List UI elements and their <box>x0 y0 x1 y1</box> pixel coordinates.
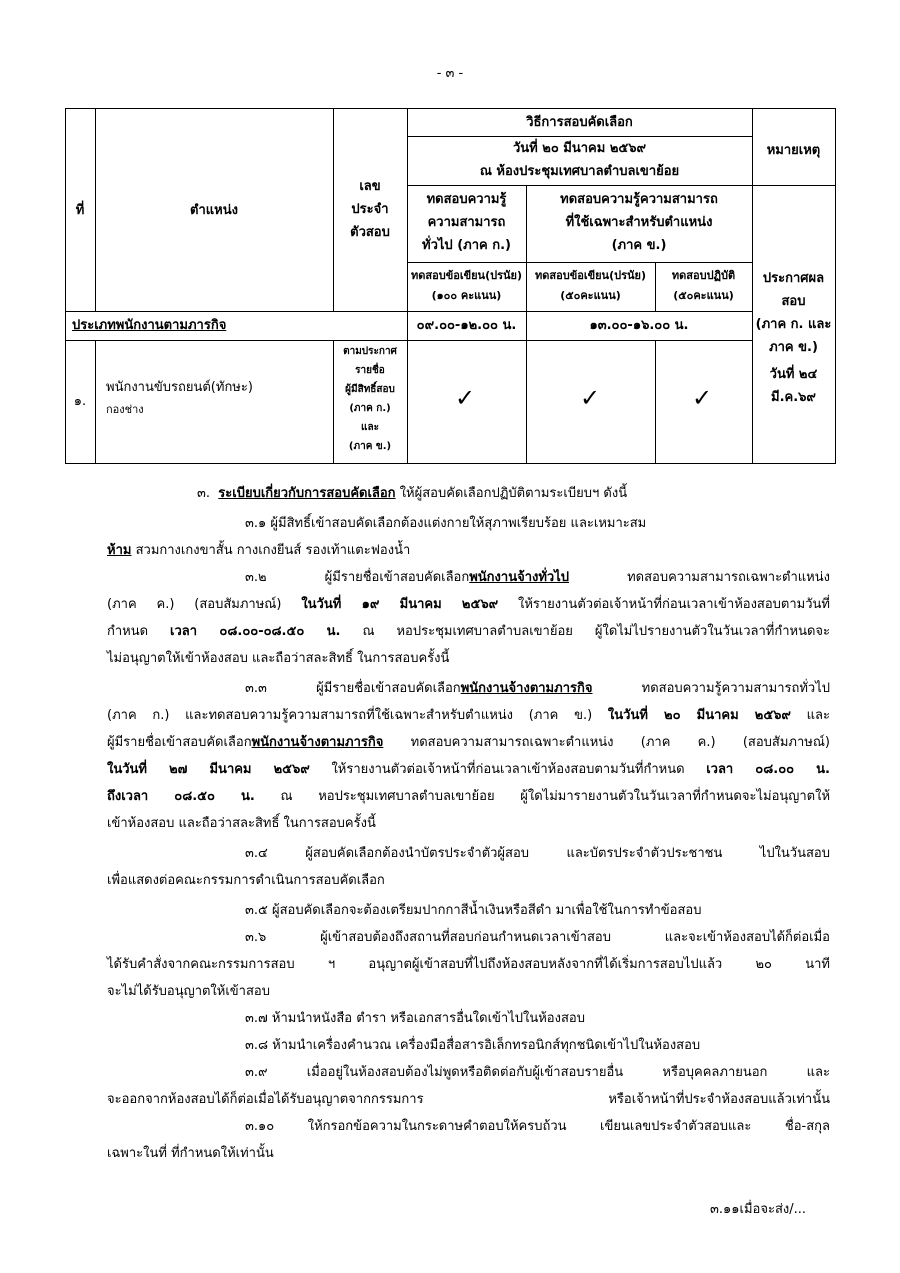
section-3-heading: ๓. ระเบียบเกี่ยวกับการสอบคัดเลือก ให้ผู้สอบคัดเลือกปฏิบัติตามระเบียบฯ ดังนี้ <box>197 486 628 501</box>
rule-3-10-line2: เฉพาะในที่ ที่กำหนดให้เท่านั้น <box>107 1146 274 1161</box>
rule-3-6-line3: จะไม่ได้รับอนุญาตให้เข้าสอบ <box>107 984 270 999</box>
time-part-b: ๑๓.๐๐-๑๖.๐๐ น. <box>589 318 689 333</box>
rule-3-4: ๓.๔ ผู้สอบคัดเลือกต้องนำบัตรประจำตัวผู้สอบ และบัตรประจำตัวประชาชน ไปในวันสอบ <box>245 846 830 861</box>
header-method-date: วันที่ ๒๐ มีนาคม ๒๕๖๙ ณ ห้องประชุมเทศบาลตำบลเขาย้อย <box>479 141 680 179</box>
header-remark: หมายเหตุ <box>766 143 821 158</box>
rule-3-3-line3: ผู้มีรายชื่อเข้าสอบคัดเลือกพนักงานจ้างตามภารกิจ ทดสอบความสามารถเฉพาะตำแหน่ง (ภาค ค.) (สอบสัมภาษณ์) <box>107 735 830 750</box>
rule-3-1: ๓.๑ ผู้มีสิทธิ์เข้าสอบคัดเลือกต้องแต่งกายให้สุภาพเรียบร้อย และเหมาะสม <box>245 516 647 531</box>
page-number: - ๓ - <box>436 66 464 81</box>
rule-3-2-line3: กำหนด เวลา ๐๘.๐๐-๐๘.๕๐ น. ณ หอประชุมเทศบาลตำบลเขาย้อย ผู้ใดไม่ไปรายงานตัวในวันเวลาที่กำหนดจะ <box>107 624 830 639</box>
category-label: ประเภทพนักงานตามภารกิจ <box>72 318 227 333</box>
header-sub-b1: ทดสอบข้อเขียน(ปรนัย) (๕๐คะแนน) <box>535 269 646 302</box>
header-exam-number: เลข ประจำ ตัวสอบ <box>350 179 390 240</box>
rule-3-9: ๓.๙ เมื่ออยู่ในห้องสอบต้องไม่พูดหรือติดต่อกับผู้เข้าสอบรายอื่น หรือบุคคลภายนอก และ <box>245 1065 830 1080</box>
continuation-note: ๓.๑๑เมื่อจะส่ง/... <box>710 1202 807 1217</box>
row-exam-number: ตามประกาศ รายชื่อ ผู้มีสิทธิ์สอบ (ภาค ก.) และ (ภาค ข.) <box>343 346 397 452</box>
rule-3-8: ๓.๘ ห้ามนำเครื่องคำนวณ เครื่องมือสื่อสารอิเล็กทรอนิกส์ทุกชนิดเข้าไปในห้องสอบ <box>245 1038 701 1053</box>
rule-3-3-line5: ถึงเวลา ๐๘.๕๐ น. ณ หอประชุมเทศบาลตำบลเขาย้อย ผู้ใดไม่มารายงานตัวในวันเวลาที่กำหนดจะไม่อนุญาตให้ <box>107 789 831 804</box>
rule-3-2-line2: (ภาค ค.) (สอบสัมภาษณ์) ในวันที่ ๑๙ มีนาคม ๒๕๖๙ ให้รายงานตัวต่อเจ้าหน้าที่ก่อนเวลาเข้าห้องสอบตามวันที่ <box>107 597 830 612</box>
rule-3-3-line6: เข้าห้องสอบ และถือว่าสละสิทธิ์ ในการสอบครั้งนี้ <box>107 816 376 831</box>
header-no: ที่ <box>75 203 85 218</box>
rule-3-5: ๓.๕ ผู้สอบคัดเลือกจะต้องเตรียมปากกาสีน้ำเงินหรือสีดำ มาเพื่อใช้ในการทำข้อสอบ <box>245 903 702 918</box>
rule-3-2: ๓.๒ ผู้มีรายชื่อเข้าสอบคัดเลือกพนักงานจ้างทั่วไป ทดสอบความสามารถเฉพาะตำแหน่ง <box>245 570 830 585</box>
header-sub-b2: ทดสอบปฏิบัติ (๕๐คะแนน) <box>671 269 736 302</box>
rule-3-3-line4: ในวันที่ ๒๗ มีนาคม ๒๕๖๙ ให้รายงานตัวต่อเจ้าหน้าที่ก่อนเวลาเข้าห้องสอบตามวันที่กำหนด เวลา ๐๘.๐๐ น. <box>107 762 830 777</box>
header-sub-a: ทดสอบข้อเขียน(ปรนัย) (๑๐๐ คะแนน) <box>411 269 522 302</box>
rule-3-3: ๓.๓ ผู้มีรายชื่อเข้าสอบคัดเลือกพนักงานจ้างตามภารกิจ ทดสอบความรู้ความสามารถทั่วไป <box>245 681 831 696</box>
rule-3-2-line4: ไม่อนุญาตให้เข้าห้องสอบ และถือว่าสละสิทธิ์ ในการสอบครั้งนี้ <box>107 651 450 666</box>
rule-3-9-line2: จะออกจากห้องสอบได้ก็ต่อเมื่อได้รับอนุญาตจากกรรมการ หรือเจ้าหน้าที่ประจำห้องสอบแล้วเท่านั้น <box>107 1092 830 1107</box>
check-part-a-icon: ✓ <box>455 384 476 412</box>
row-division: กองช่าง <box>106 403 144 416</box>
exam-schedule-table <box>0 0 900 470</box>
header-part-a: ทดสอบความรู้ ความสามารถ ทั่วไป (ภาค ก.) <box>422 192 511 253</box>
rule-3-3-line2: (ภาค ก.) และทดสอบความรู้ความสามารถที่ใช้เฉพาะสำหรับตำแหน่ง (ภาค ข.) ในวันที่ ๒๐ มีนาคม ๒๕๖๙ และ <box>107 708 830 723</box>
rule-3-7: ๓.๗ ห้ามนำหนังสือ ตำรา หรือเอกสารอื่นใดเข้าไปในห้องสอบ <box>245 1011 585 1026</box>
remark-announcement: ประกาศผลสอบ (ภาค ก. และ ภาค ข.) <box>755 271 832 355</box>
rule-3-4-line2: เพื่อแสดงต่อคณะกรรมการดำเนินการสอบคัดเลือก <box>107 873 385 888</box>
header-part-b: ทดสอบความรู้ความสามารถ ที่ใช้เฉพาะสำหรับตำแหน่ง (ภาค ข.) <box>560 192 718 253</box>
rule-3-10: ๓.๑๐ ให้กรอกข้อความในกระดาษคำตอบให้ครบถ้วน เขียนเลขประจำตัวสอบและ ชื่อ-สกุล <box>245 1119 830 1134</box>
remark-date: วันที่ ๒๔ มี.ค.๖๙ <box>769 367 818 405</box>
header-method-title: วิธีการสอบคัดเลือก <box>526 115 633 130</box>
rule-3-1-prohibit: ห้าม สวมกางเกงขาสั้น กางเกงยีนส์ รองเท้าแตะฟองน้ำ <box>107 543 411 558</box>
header-position: ตำแหน่ง <box>190 203 238 218</box>
rule-3-6-line2: ได้รับคำสั่งจากคณะกรรมการสอบ ฯ อนุญาตผู้เข้าสอบที่ไปถึงห้องสอบหลังจากที่ได้เริ่มการสอบไปแล้ว ๒๐ นาที <box>107 957 830 972</box>
check-part-b2-icon: ✓ <box>692 384 713 412</box>
rule-3-6: ๓.๖ ผู้เข้าสอบต้องถึงสถานที่สอบก่อนกำหนดเวลาเข้าสอบ และจะเข้าห้องสอบได้ก็ต่อเมื่อ <box>245 930 830 945</box>
row-number: ๑. <box>73 394 87 409</box>
check-part-b1-icon: ✓ <box>580 384 601 412</box>
time-part-a: ๐๙.๐๐-๑๒.๐๐ น. <box>416 318 517 333</box>
row-position: พนักงานขับรถยนต์(ทักษะ) <box>106 380 253 395</box>
